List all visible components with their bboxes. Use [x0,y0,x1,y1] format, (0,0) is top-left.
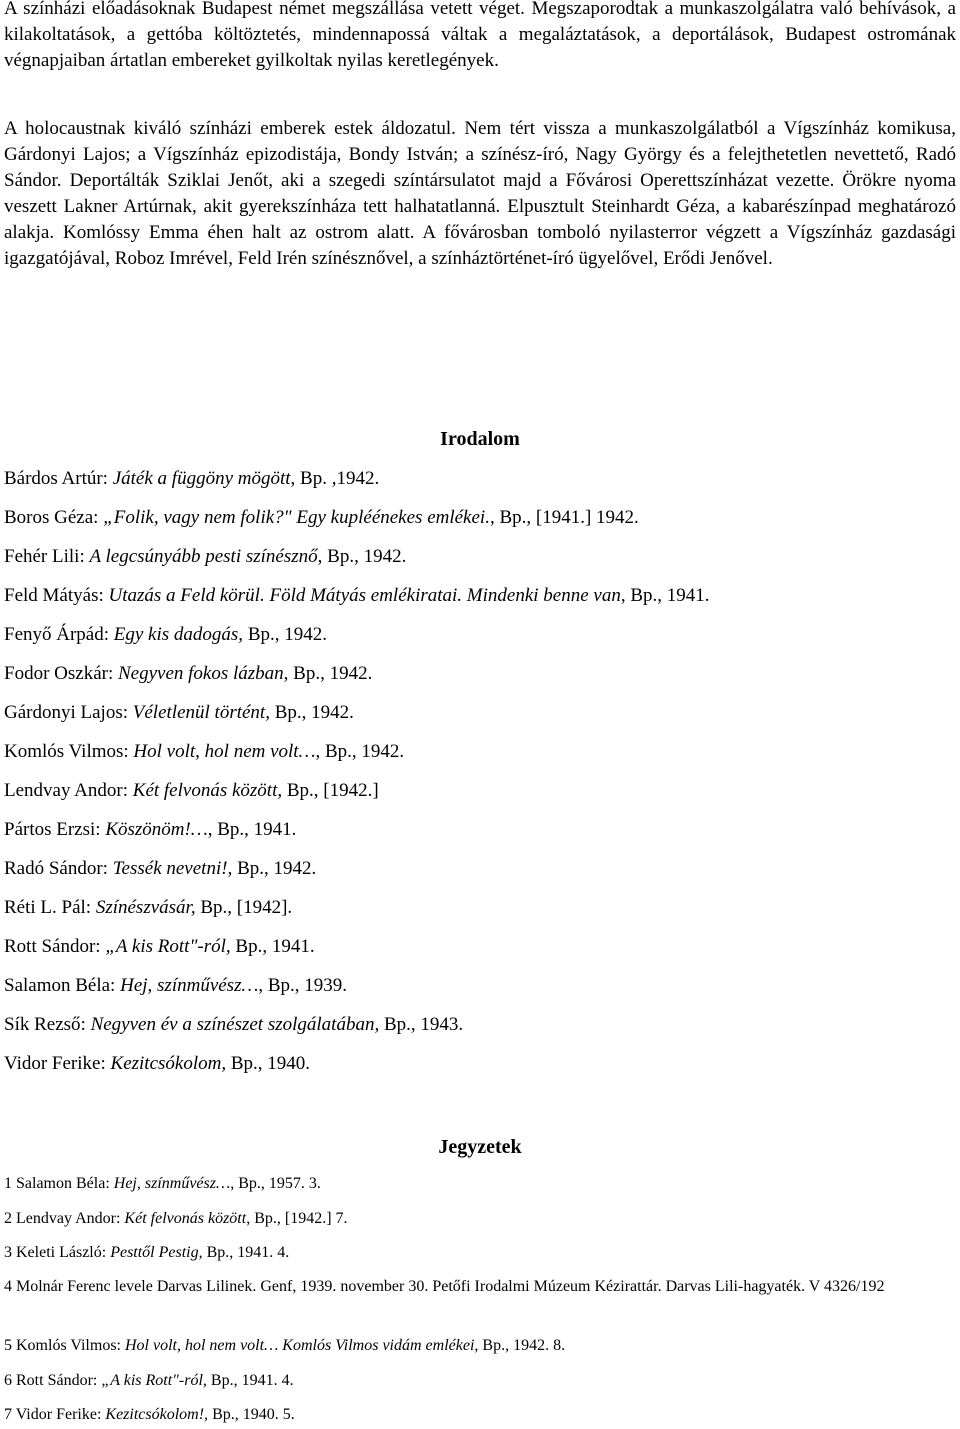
literature-item-author: Fehér Lili: [4,546,90,567]
literature-item-title: Tessék nevetni! [112,858,228,879]
literature-item-rest: Bp., 1941. [230,936,315,957]
literature-item [4,896,292,920]
literature-item-author: Fodor Oszkár: [4,663,118,684]
literature-item-rest: , Bp., 1942. [317,546,407,567]
note-item [4,1404,944,1425]
literature-item-rest: , Bp., 1941. [620,585,710,606]
note-item [4,1335,944,1356]
literature-item-author: Boros Géza: [4,507,104,528]
literature-item-rest: , Bp., 1942. [283,663,373,684]
literature-item [4,623,327,647]
literature-item [4,740,404,764]
note-item-author: 5 Komlós Vilmos: [4,1337,125,1354]
note-item-title: Pesttől Pestig, [110,1244,203,1261]
note-item-rest: Bp., 1941. 4. [202,1244,290,1261]
literature-item-author: Radó Sándor: [4,858,113,879]
note-item [4,1276,944,1297]
literature-item [4,818,296,842]
note-item-title: Hol volt, hol nem volt… Komlós Vilmos vidám emlékei [124,1337,475,1354]
note-item-rest: Bp., 1941. 4. [206,1372,294,1389]
note-item-title: Kezitcsókolom!, [105,1406,209,1423]
literature-item-title: Játék a függöny mögött, [112,468,296,489]
literature-item [4,701,354,725]
literature-item-title: Hol volt, hol nem volt… [133,741,316,762]
paragraph-holocaust-victims: A holocaustnak kiváló színházi emberek estek áldozatul. Nem tért vissza a munkaszolgálatból a Vígszínház komikusa, Gárdonyi Lajos; a Vígszínház epizodistája, Bondy István; a színész-író, Nagy György és a felejthetetlen nevettető, Radó Sándor. Deportálták Sziklai Jenőt, aki a szegedi színtársulatot majd a Fővárosi Operettszínházat vezette. Örökre nyoma veszett Lakner Artúrnak, akit gyerekszínháza tett halhatatlanná. Elpusztult Steinhardt Géza, a kabarészínpad meghatározó alakja. Komlóssy Emma éhen halt az ostrom alatt. A fővárosban tomboló nyilasterror végzett a Vígszínház gazdasági igazgatójával, Roboz Imrével, Feld Irén színésznővel, a színháztörténet-író ügyelővel, Erődi Jenővel. [4,118,956,269]
literature-heading: Irodalom [440,428,520,450]
literature-item-rest: , Bp., 1942. [227,858,317,879]
literature-item-author: Réti L. Pál: [4,897,96,918]
note-item [4,1242,944,1263]
literature-item [4,584,710,608]
note-item-author: 4 Molnár Ferenc levele Darvas Lilinek. Genf, 1939. november 30. Petőfi Irodalmi Múzeum Kézirattár. Darvas Lili-hagyaték. V 4326/192 [4,1278,885,1295]
note-item-title: „A kis Rott"-ról, [101,1372,207,1389]
literature-item-title: Köszönöm!… [105,819,208,840]
literature-item-title: Hej, színművész… [120,975,259,996]
literature-item-title: A legcsúnyább pesti színésznő [89,546,318,567]
literature-item-author: Feld Mátyás: [4,585,109,606]
literature-item [4,779,379,803]
literature-item-rest: Bp., 1943. [379,1014,464,1035]
literature-item-rest: Bp., 1942. [243,624,327,645]
literature-item [4,1013,463,1037]
note-item [4,1173,944,1194]
literature-item-title: Negyven év a színészet szolgálatában, [90,1014,380,1035]
literature-item-author: Bárdos Artúr: [4,468,113,489]
note-item [4,1208,944,1229]
literature-item-title: Kezitcsókolom, [110,1053,227,1074]
literature-item-rest: , Bp., 1942. [315,741,405,762]
literature-item [4,545,406,569]
literature-item-rest: Bp., 1940. [226,1053,311,1074]
literature-item-rest: Bp., 1942. [269,702,354,723]
note-item-author: 2 Lendvay Andor: [4,1210,125,1227]
literature-item-author: Gárdonyi Lajos: [4,702,133,723]
literature-item-title: Színészvásár, [95,897,196,918]
paragraph-occupation: A színházi előadásoknak Budapest német megszállása vetett véget. Megszaporodtak a munkaszolgálatra való behívások, a kilakoltatások, a gettóba költöztetés, mindennapossá váltak a megaláztatások, a deportálások, Budapest ostromának végnapjaiban ártatlan embereket gyilkoltak nyilas keretlegények. [4,0,956,71]
literature-item-author: Rott Sándor: [4,936,106,957]
literature-item-title: „Folik, vagy nem folik?" Egy kupléénekes emlékei. [103,507,490,528]
literature-item [4,467,379,491]
note-item-author: 6 Rott Sándor: [4,1372,102,1389]
literature-item-author: Sík Rezső: [4,1014,91,1035]
literature-item-author: Fenyő Árpád: [4,624,114,645]
literature-item-rest: , Bp., 1939. [258,975,348,996]
literature-item-rest: Bp. ,1942. [295,468,380,489]
literature-item-rest: , Bp., [1941.] 1942. [489,507,639,528]
notes-heading: Jegyzetek [438,1136,522,1158]
literature-item-title: Utazás a Feld körül. Föld Mátyás emlékiratai. Mindenki benne van [108,585,621,606]
literature-item [4,506,639,530]
note-item-rest: , Bp., 1957. 3. [230,1175,321,1192]
literature-item [4,857,316,881]
literature-item-rest: Bp., [1942.] [282,780,379,801]
literature-item-author: Komlós Vilmos: [4,741,134,762]
literature-item-rest: Bp., [1942]. [195,897,293,918]
literature-item [4,662,372,686]
literature-item-title: Negyven fokos lázban [117,663,284,684]
note-item [4,1370,944,1391]
literature-item [4,935,315,959]
note-item-author: 3 Keleti László: [4,1244,111,1261]
literature-item [4,1052,310,1076]
note-item-author: 1 Salamon Béla: [4,1175,114,1192]
note-item-title: Két felvonás között [124,1210,247,1227]
literature-item-title: „A kis Rott"-ról, [105,936,231,957]
note-item-title: Hej, színművész… [113,1175,231,1192]
note-item-rest: , Bp., 1942. 8. [474,1337,566,1354]
literature-item-title: Egy kis dadogás, [113,624,244,645]
literature-item-rest: , Bp., 1941. [207,819,297,840]
literature-item [4,974,347,998]
literature-item-author: Vidor Ferike: [4,1053,111,1074]
literature-item-author: Pártos Erzsi: [4,819,106,840]
literature-item-author: Lendvay Andor: [4,780,133,801]
note-item-rest: Bp., 1940. 5. [208,1406,295,1423]
literature-item-author: Salamon Béla: [4,975,121,996]
literature-item-title: Két felvonás között, [132,780,283,801]
note-item-author: 7 Vidor Ferike: [4,1406,106,1423]
literature-item-title: Véletlenül történt, [132,702,270,723]
note-item-rest: , Bp., [1942.] 7. [246,1210,348,1227]
